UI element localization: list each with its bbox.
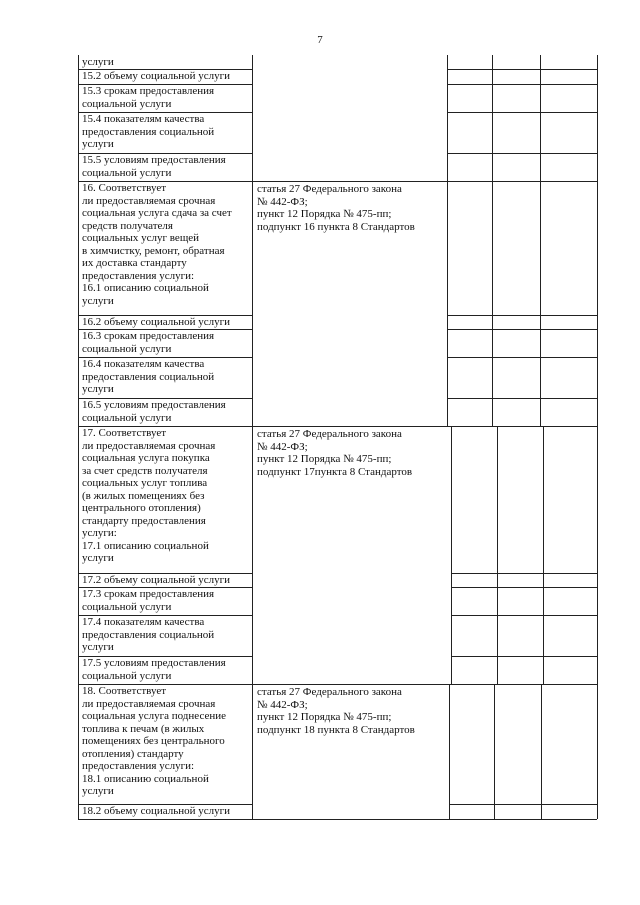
result-row-divider: [447, 112, 597, 113]
group-divider: [252, 819, 597, 820]
result-row-divider: [447, 153, 597, 154]
result-row-divider: [449, 804, 597, 805]
result-column-divider: [540, 181, 541, 426]
result-column-divider: [497, 426, 498, 684]
result-column-divider: [492, 55, 493, 181]
criterion-cell: 16.5 условиям предоставления социальной услуги: [82, 399, 226, 424]
result-column-divider: [494, 684, 495, 819]
criterion-cell: 15.4 показателям качества предоставления социальной услуги: [82, 113, 215, 150]
result-row-divider: [447, 84, 597, 85]
result-row-divider: [447, 357, 597, 358]
result-column-divider: [447, 181, 448, 426]
row-divider: [78, 819, 252, 820]
criterion-cell: 17.4 показателям качества предоставления социальной услуги: [82, 616, 215, 653]
criterion-cell: 15.2 объему социальной услуги: [82, 70, 231, 82]
criterion-cell: 15.3 срокам предоставления социальной услуги: [82, 85, 215, 110]
result-column-divider: [540, 55, 541, 181]
result-column-divider: [541, 684, 542, 819]
criterion-cell: услуги: [82, 56, 114, 68]
result-column-divider: [447, 55, 448, 181]
group-divider: [252, 426, 597, 427]
page-number: 7: [317, 34, 323, 46]
criterion-cell: 16. Соответствует ли предоставляемая срочная социальная услуга сдача за счет средств получателя социальных услуг вещей в химчистку, ремонт, обратная их доставка стандарту предоставления услуги: 16.1 описанию социальной услуги: [82, 182, 232, 307]
result-column-divider: [449, 684, 450, 819]
table-divider-reference: [252, 55, 253, 819]
group-divider: [252, 181, 597, 182]
result-row-divider: [451, 587, 597, 588]
result-row-divider: [451, 573, 597, 574]
result-column-divider: [451, 426, 452, 684]
legal-reference-cell: статья 27 Федерального закона № 442-ФЗ; пункт 12 Порядка № 475-пп; подпункт 18 пункта 8 Стандартов: [257, 686, 415, 736]
criterion-cell: 18. Соответствует ли предоставляемая срочная социальная услуга поднесение топлива к печам (в жилых помещениях без центрального отопления) стандарту предоставления услуги: 18.1 описанию социальной услуги: [82, 685, 226, 797]
result-row-divider: [447, 315, 597, 316]
table-border-right: [597, 55, 598, 819]
result-row-divider: [447, 398, 597, 399]
criterion-cell: 17.3 срокам предоставления социальной услуги: [82, 588, 215, 613]
criterion-cell: 18.2 объему социальной услуги: [82, 805, 231, 817]
table-border-left: [78, 55, 79, 819]
result-row-divider: [451, 656, 597, 657]
result-row-divider: [451, 615, 597, 616]
criterion-cell: 17.2 объему социальной услуги: [82, 574, 231, 586]
legal-reference-cell: статья 27 Федерального закона № 442-ФЗ; пункт 12 Порядка № 475-пп; подпункт 16 пункта 8 Стандартов: [257, 183, 415, 233]
criterion-cell: 16.4 показателям качества предоставления социальной услуги: [82, 358, 215, 395]
group-divider: [252, 684, 597, 685]
result-row-divider: [447, 69, 597, 70]
result-row-divider: [447, 329, 597, 330]
criterion-cell: 17.5 условиям предоставления социальной услуги: [82, 657, 226, 682]
result-column-divider: [492, 181, 493, 426]
criterion-cell: 15.5 условиям предоставления социальной услуги: [82, 154, 226, 179]
criterion-cell: 16.3 срокам предоставления социальной услуги: [82, 330, 215, 355]
result-column-divider: [543, 426, 544, 684]
legal-reference-cell: статья 27 Федерального закона № 442-ФЗ; пункт 12 Порядка № 475-пп; подпункт 17пункта 8 Стандартов: [257, 428, 413, 478]
criterion-cell: 16.2 объему социальной услуги: [82, 316, 231, 328]
criterion-cell: 17. Соответствует ли предоставляемая срочная социальная услуга покупка за счет средств получателя социальных услуг топлива (в жилых помещениях без центрального отопления) стандарту предоставления услуги: 17.1 описанию социальной услуги: [82, 427, 216, 564]
